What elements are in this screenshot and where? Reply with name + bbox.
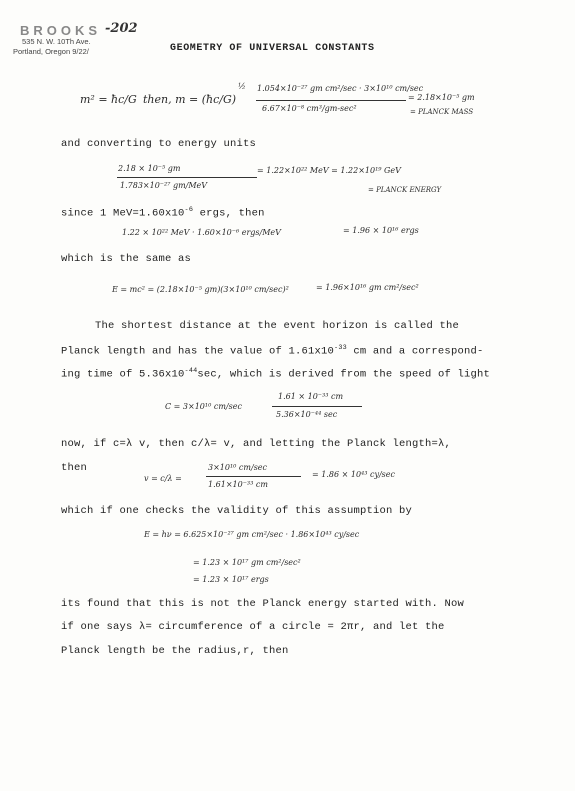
eq1-numerator: 1.054×10⁻²⁷ gm cm²/sec · 3×10¹⁰ cm/sec (257, 84, 424, 93)
eq2-numerator: 2.18 × 10⁻⁵ gm (118, 164, 181, 173)
para1-line2b: cm and a correspond- (346, 345, 484, 358)
eq5-fraction-bar (272, 406, 362, 407)
para2-line3: Planck length be the radius,r, then (61, 645, 289, 657)
eq6-numerator: 3×10¹⁰ cm/sec (208, 463, 268, 472)
text-since-a: since 1 MeV=1.60x10 (61, 207, 185, 220)
para2-line2: if one says λ= circumference of a circle = 2πr, and let the (61, 621, 445, 633)
para1-line3a: ing time of 5.36x10 (61, 368, 185, 381)
text-same-as: which is the same as (61, 253, 192, 265)
eq4-result: = 1.96×10¹⁶ gm cm²/sec² (316, 283, 419, 292)
eq1-half-exponent: ½ (238, 82, 246, 91)
eq1-then: then, m = (ħc/G) (143, 93, 237, 106)
eq2-denominator: 1.783×10⁻²⁷ gm/MeV (120, 181, 208, 190)
para1-line1: The shortest distance at the event horizon is called the (95, 320, 460, 332)
stamp-city-date: Portland, Oregon 9/22/ (13, 47, 89, 56)
eq3-result: = 1.96 × 10¹⁶ ergs (343, 226, 419, 235)
stamp-name: BROOKS (20, 23, 102, 38)
para1-line2-exp: -33 (334, 344, 347, 352)
text-since-exp: -6 (184, 206, 194, 214)
para1-line3-exp: -44 (184, 367, 198, 375)
eq1-denominator: 6.67×10⁻⁸ cm³/gm-sec² (262, 104, 357, 113)
eq2-annotation: = PLANCK ENERGY (368, 186, 442, 194)
eq5-lhs: C = 3×10¹⁰ cm/sec (165, 402, 242, 411)
eq4-expression: E = mc² = (2.18×10⁻⁵ gm)(3×10¹⁰ cm/sec)² (112, 285, 289, 294)
eq6-lhs: v = c/λ = (144, 474, 182, 483)
eq1-lhs: m² = ħc/G (80, 93, 137, 106)
text-which: which if one checks the validity of this assumption by (61, 505, 413, 517)
para2-line1: its found that this is not the Planck energy started with. Now (61, 598, 465, 610)
text-since (61, 206, 265, 220)
stamp-number: -202 (105, 21, 138, 36)
eq3-expression: 1.22 × 10²² MeV · 1.60×10⁻⁶ ergs/MeV (122, 228, 281, 237)
page-title: GEOMETRY OF UNIVERSAL CONSTANTS (170, 43, 375, 54)
eq7-line1: E = hν = 6.625×10⁻²⁷ gm cm²/sec · 1.86×10⁴³ cy/sec (144, 530, 360, 539)
eq6-denominator: 1.61×10⁻³³ cm (208, 480, 268, 489)
eq1-result: = 2.18×10⁻⁵ gm (408, 93, 475, 102)
text-since-b: ergs, then (193, 207, 265, 220)
para1-line3 (61, 367, 490, 381)
para1-line2 (61, 344, 483, 358)
eq6-fraction-bar (206, 476, 301, 477)
eq7-line2: = 1.23 × 10¹⁷ gm cm²/sec² (193, 558, 301, 567)
para1-line3b: sec, which is derived from the speed of light (197, 368, 490, 381)
eq1-annotation: = PLANCK MASS (410, 108, 474, 116)
text-now: now, if c=λ v, then c/λ= v, and letting the Planck length=λ, (61, 438, 452, 450)
eq6-result: = 1.86 × 10⁴³ cy/sec (312, 470, 395, 479)
eq2-result: = 1.22×10²² MeV = 1.22×10¹⁹ GeV (257, 166, 401, 175)
para1-line2a: Planck length and has the value of 1.61x10 (61, 345, 335, 358)
eq1-fraction-bar (256, 100, 406, 101)
eq2-fraction-bar (117, 177, 257, 178)
eq5-numerator: 1.61 × 10⁻³³ cm (278, 392, 344, 401)
text-then: then (61, 462, 88, 474)
stamp-address: 535 N. W. 10Th Ave. (22, 37, 91, 46)
eq5-denominator: 5.36×10⁻⁴⁴ sec (276, 410, 338, 419)
eq7-line3: = 1.23 × 10¹⁷ ergs (193, 575, 269, 584)
text-converting: and converting to energy units (61, 138, 257, 150)
